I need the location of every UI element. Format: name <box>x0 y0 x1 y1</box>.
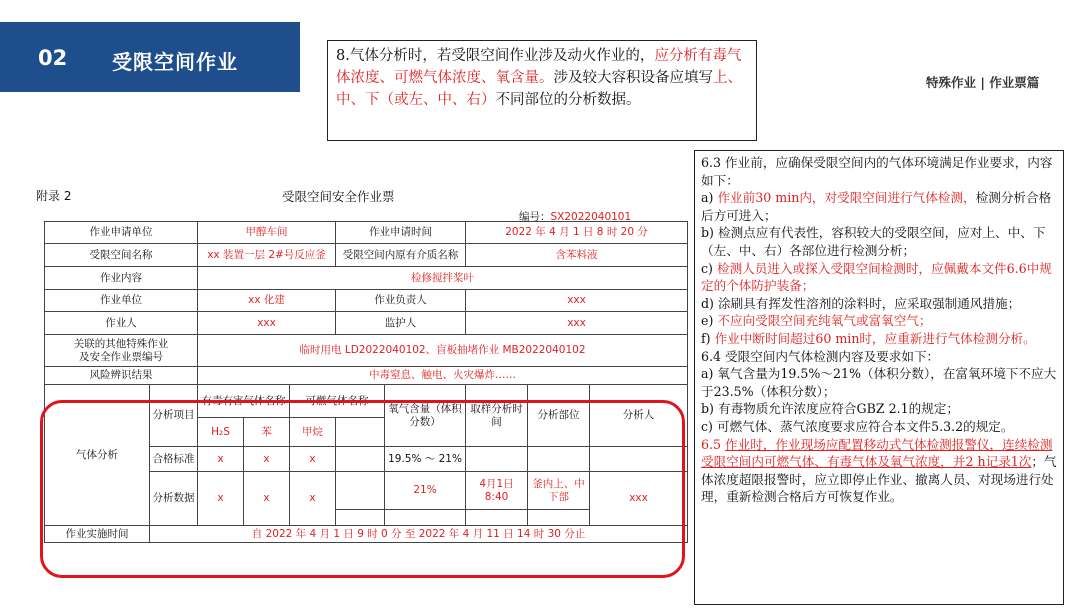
header-caption: 特殊作业 | 作业票篇 <box>926 75 1040 90</box>
gas-section-label: 气体分析 <box>45 385 150 526</box>
value-cell: 甲醇车间 <box>198 222 336 244</box>
note-highlight: 作业中断时间超过60 min时，应重新进行气体检测分析。 <box>714 330 1036 346</box>
sample-time-data: 4月1日 8:40 <box>466 472 528 510</box>
note-line: b) 检测点应有代表性，容积较大的受限空间，应对上、中、下（左、中、右）各部位进行检测分析； <box>701 225 1046 258</box>
empty-cell <box>385 510 466 526</box>
note-highlight: 6.5 <box>701 436 726 452</box>
data-value: x <box>244 472 290 526</box>
value-cell: xx 装置一层 2#号反应釜 <box>198 244 336 267</box>
standard-value: x <box>244 447 290 472</box>
note-line: 6.3 作业前，应确保受限空间内的气体环境满足作业要求，内容如下： <box>701 155 1053 188</box>
oxygen-data: 21% <box>385 472 466 510</box>
note-text: 不同部位的分析数据。 <box>495 92 641 108</box>
empty-cell <box>336 472 385 510</box>
analyst-data: xxx <box>590 472 688 526</box>
permit-form-table <box>44 221 688 543</box>
flammable-gas-name: 甲烷 <box>290 418 336 447</box>
value-cell: xxx <box>466 312 688 335</box>
label-cell: 作业内容 <box>45 267 198 290</box>
label-line: 关联的其他特殊作业 <box>73 337 169 350</box>
note-line <box>701 189 1057 224</box>
label-cell: 分析项目 <box>150 385 198 447</box>
note-highlight: 上、中、下（或左、中、右） <box>336 70 742 108</box>
empty-cell <box>528 510 590 526</box>
label-cell: 作业单位 <box>45 290 198 312</box>
value-cell: 检修搅拌桨叶 <box>198 267 688 290</box>
label-cell: 作业实施时间 <box>45 526 150 543</box>
label-cell <box>45 335 198 367</box>
note-highlight: 不应向受限空间充纯氧气或富氧空气； <box>717 313 932 329</box>
note-line: d) 涂刷具有挥发性溶剂的涂料时，应采取强制通风措施； <box>701 295 1021 311</box>
value-cell: xxx <box>198 312 336 335</box>
flammable-header: 可燃气体名称 <box>290 385 385 418</box>
gas-header-row <box>45 385 688 418</box>
note-gas-analysis <box>327 40 757 141</box>
label-cell: 作业申请时间 <box>336 222 466 244</box>
form-row <box>45 312 688 335</box>
form-row <box>45 244 688 267</box>
note-line: b) 有毒物质允许浓度应符合GBZ 2.1的规定； <box>701 401 959 417</box>
note-text: 涉及较大容积设备应填写 <box>553 70 713 86</box>
appendix-label: 附录 2 <box>36 189 72 203</box>
note-text: a) <box>701 190 718 206</box>
label-cell: 风险辨识结果 <box>45 367 198 385</box>
empty-cell <box>466 447 528 472</box>
note-line <box>701 260 1057 295</box>
location-data: 釜内上、中下部 <box>528 472 590 510</box>
serial-value: SX2022040101 <box>550 211 632 223</box>
standard-value: x <box>290 447 336 472</box>
note-text: 8.气体分析时，若受限空间作业涉及动火作业的， <box>336 48 655 64</box>
value-cell: xxx <box>466 290 688 312</box>
label-cell: 作业申请单位 <box>45 222 198 244</box>
note-highlight: 检测人员进入或探入受限空间检测时，应佩戴本文件6.6中规定的个体防护装备； <box>701 260 1052 294</box>
value-cell: 含苯料液 <box>466 244 688 267</box>
location-header: 分析部位 <box>528 385 590 447</box>
oxygen-header: 氧气含量（体积分数） <box>385 385 466 447</box>
section-banner <box>0 22 300 92</box>
value-cell: 自 2022 年 4 月 1 日 9 时 0 分 至 2022 年 4 月 11 日 14 时 30 分止 <box>150 526 688 543</box>
note-line: 6.4 受限空间内气体检测内容及要求如下： <box>701 348 940 364</box>
note-highlight: 作业前30 min内，对受限空间进行气体检测， <box>717 190 976 206</box>
oxygen-standard: 19.5% ～ 21% <box>385 447 466 472</box>
section-title: 受限空间作业 <box>112 50 238 74</box>
empty-cell <box>336 418 385 447</box>
value-cell: 中毒窒息、触电、火灾爆炸…… <box>198 367 688 385</box>
data-value: x <box>198 472 244 526</box>
label-cell: 受限空间名称 <box>45 244 198 267</box>
label-cell: 监护人 <box>336 312 466 335</box>
label-line: 及安全作业票编号 <box>79 350 163 363</box>
form-row <box>45 526 688 543</box>
toxic-gas-name: H₂S <box>198 418 244 447</box>
toxic-gas-name: 苯 <box>244 418 290 447</box>
note-standard-6 <box>694 150 1064 605</box>
note-highlight: 应分析有毒气体浓度、可燃气体浓度、氧含量。 <box>336 48 742 86</box>
label-cell: 合格标准 <box>150 447 198 472</box>
note-line <box>701 436 1057 506</box>
section-number: 02 <box>38 46 68 70</box>
form-title: 受限空间安全作业票 <box>282 189 395 204</box>
form-row <box>45 335 688 367</box>
label-cell: 作业负责人 <box>336 290 466 312</box>
note-line: c) 可燃气体、蒸气浓度要求应符合本文件5.3.2的规定。 <box>701 418 1014 434</box>
serial-label: 编号： <box>519 211 551 223</box>
value-cell: 临时用电 LD2022040102、盲板抽堵作业 MB2022040102 <box>198 335 688 367</box>
note-highlight-underlined: 作业时，作业现场应配置移动式气体检测报警仪，连续检测受限空间内可燃气体、有毒气体及氧气浓度，并2 h记录1次 <box>701 436 1053 470</box>
form-row <box>45 367 688 385</box>
note-text: 检测分析合格后方可进入； <box>701 190 1052 223</box>
note-text: ；气体浓度超限报警时，应立即停止作业、撤离人员、对现场进行处理，重新检测合格后方可恢复作业。 <box>701 454 1057 505</box>
empty-cell <box>336 447 385 472</box>
label-cell: 受限空间内原有介质名称 <box>336 244 466 267</box>
empty-cell <box>528 447 590 472</box>
note-text: c) <box>701 260 717 276</box>
note-line: a) 氧气含量为19.5%～21%（体积分数），在富氧环境下不应大于23.5%（体积分数）； <box>701 366 1057 399</box>
sample-time-header: 取样分析时间 <box>466 385 528 447</box>
form-row <box>45 222 688 244</box>
analyst-header: 分析人 <box>590 385 688 447</box>
note-text: e) <box>701 313 718 329</box>
data-value: x <box>290 472 336 526</box>
standard-value: x <box>198 447 244 472</box>
note-line <box>701 330 1057 348</box>
toxic-header: 有毒有害气体名称 <box>198 385 290 418</box>
form-row <box>45 290 688 312</box>
label-cell: 分析数据 <box>150 472 198 526</box>
note-line <box>701 312 1057 330</box>
label-cell: 作业人 <box>45 312 198 335</box>
value-cell: 2022 年 4 月 1 日 8 时 20 分 <box>466 222 688 244</box>
empty-cell <box>466 510 528 526</box>
note-text: f) <box>701 330 715 346</box>
empty-cell <box>590 447 688 472</box>
empty-cell <box>336 510 385 526</box>
form-row <box>45 267 688 290</box>
value-cell: xx 化建 <box>198 290 336 312</box>
